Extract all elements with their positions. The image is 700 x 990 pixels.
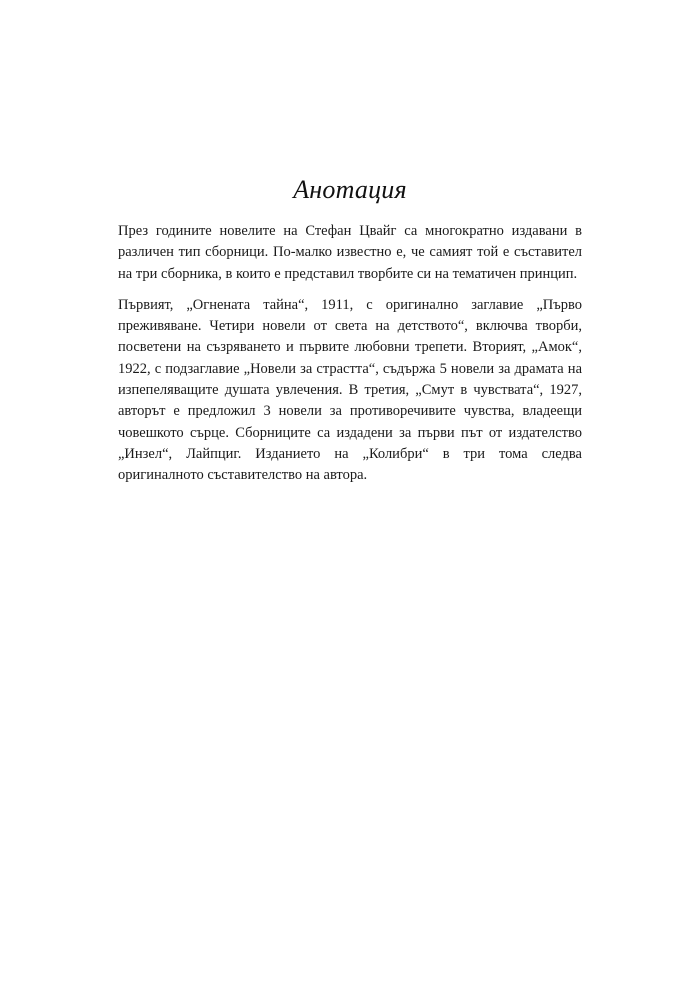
- page-title: Анотация: [293, 175, 407, 204]
- paragraph-collections: Първият, „Огнената тайна“, 1911, с оригинално заглавие „Първо преживяване. Четири новели от света на детството“, включва творби, посветени на съзряването и първите любовни трепети. Вторият, „Амок“, 1922, с подзаглавие „Новели за страстта“, съдържа 5 новели за драмата на изпепеляващите душата увлечения. В третия, „Смут в чувствата“, 1927, авторът е предложил 3 новели за противоречивите чувства, владеещи човешкото сърце. Сборниците са издадени за първи път от издателство „Инзел“, Лайпциг. Изданието на „Колибри“ в три тома следва оригиналното съставителство на автора.: [118, 296, 582, 484]
- paragraph-intro: През годините новелите на Стефан Цвайг са многократно издавани в различен тип сборници. По-малко известно е, че самият той е съставител на три сборника, в които е представил творбите си на тематичен принцип.: [118, 223, 582, 282]
- annotation-body: [118, 221, 582, 497]
